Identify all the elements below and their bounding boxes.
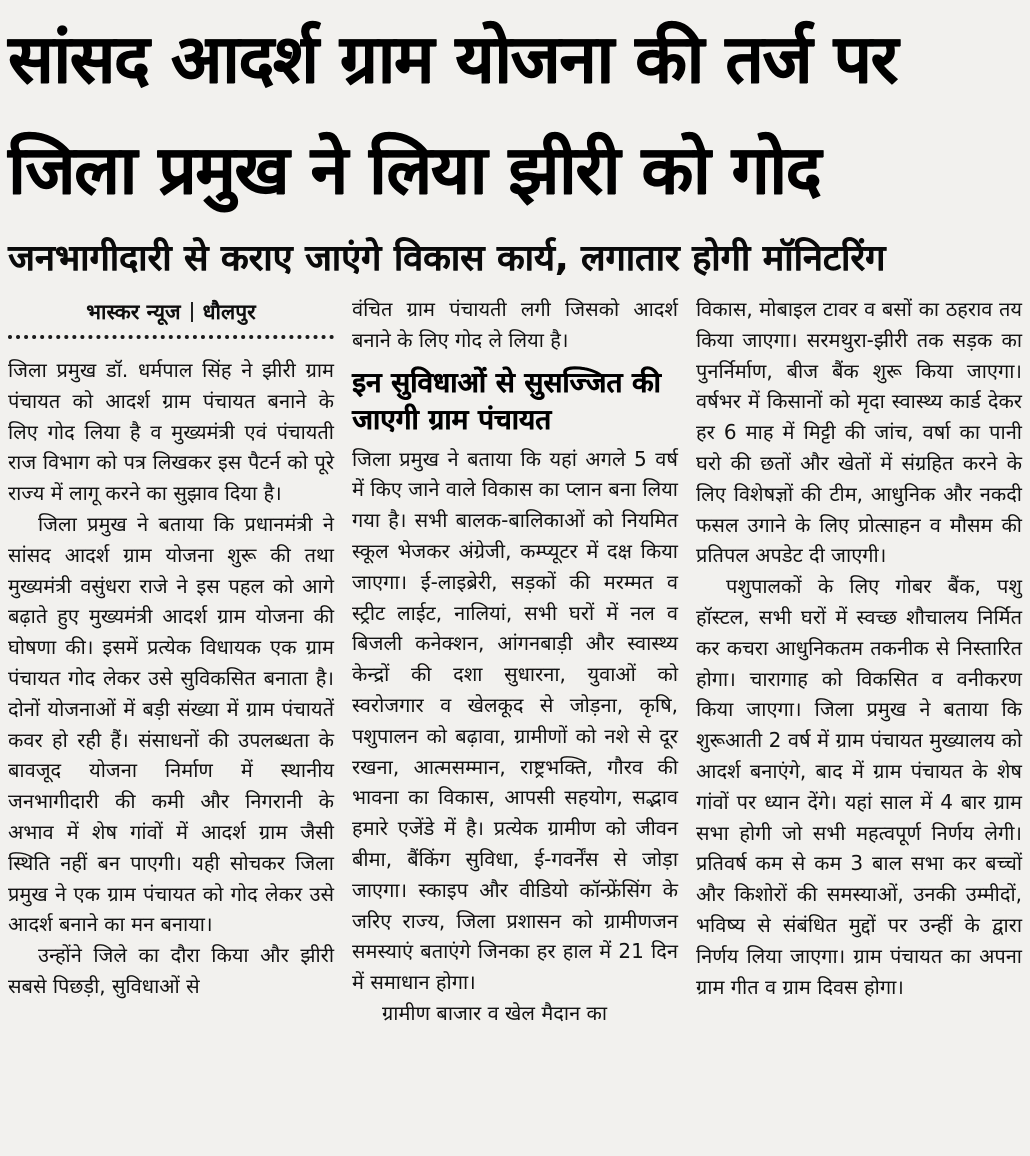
- paragraph: जिला प्रमुख डॉ. धर्मपाल सिंह ने झीरी ग्राम पंचायत को आदर्श ग्राम पंचायत बनाने के लिए गोद लिया है व मुख्यमंत्री एवं पंचायती राज विभाग को पत्र लिखकर इस पैटर्न को पूरे राज्य में लागू करने का सुझाव दिया है।: [8, 358, 334, 506]
- paragraph: जिला प्रमुख ने बताया कि यहां अगले 5 वर्ष में किए जाने वाले विकास का प्लान बना लिया गया है। सभी बालक-बालिकाओं को नियमित स्कूल भेजकर अंग्रेजी, कम्प्यूटर में दक्ष किया जाएगा। ई-लाइब्रेरी, सड़कों की मरम्मत व स्ट्रीट लाईट, नालियां, सभी घरों में नल व बिजली कनेक्शन, आंगनबाड़ी और स्वास्थ्य केन्द्रों की दशा सुधारना, युवाओं को स्वरोजगार व खेलकूद से जोड़ना, कृषि, पशुपालन को बढ़ावा, ग्रामीणों को नशे से दूर रखना, आत्मसम्मान, राष्ट्रभक्ति, गौरव की भावना का विकास, आपसी सहयोग, सद्भाव हमारे एजेंडे में है। प्रत्येक ग्रामीण को जीवन बीमा, बैंकिंग सुविधा, ई-गवर्नेंस से जोड़ा जाएगा। स्काइप और वीडियो कॉन्फ्रेंसिंग के जरिए राज्य, जिला प्रशासन को ग्रामीणजन समस्याएं बताएंगे जिनका हर हाल में 21 दिन में समाधान होगा।: [352, 446, 678, 995]
- paragraph: उन्होंने जिले का दौरा किया और झीरी सबसे पिछड़ी, सुविधाओं से: [8, 943, 334, 998]
- byline-divider: [8, 335, 334, 339]
- byline-separator: [191, 302, 193, 322]
- column-3: [696, 294, 1022, 1002]
- headline: [8, 4, 1022, 226]
- headline-line-1: सांसद आदर्श ग्राम योजना की तर्ज पर: [8, 20, 897, 98]
- paragraph: विकास, मोबाइल टावर व बसों का ठहराव तय किया जाएगा। सरमथुरा-झीरी तक सड़क का पुनर्निर्माण, बीज बैंक शुरू किया जाएगा। वर्षभर में किसानों को मृदा स्वास्थ्य कार्ड देकर हर 6 माह में मिट्टी की जांच, वर्षा का पानी घरो की छतों और खेतों में संग्रहित करने के लिए विशेषज्ञों की टीम, आधुनिक और नकदी फसल उगाने के लिए प्रोत्साहन व मौसम की प्रतिपल अपडेट दी जाएगी।: [696, 297, 1022, 568]
- article-body: [8, 294, 1022, 1029]
- lead-paragraph: वंचित ग्राम पंचायती लगी जिसको आदर्श बनाने के लिए गोद ले लिया है।: [352, 297, 678, 352]
- paragraph: पशुपालकों के लिए गोबर बैंक, पशु हॉस्टल, सभी घरों में स्वच्छ शौचालय निर्मित कर कचरा आधुनिकतम तकनीक से निस्तारित होगा। चारागाह को विकसित व वनीकरण किया जाएगा। जिला प्रमुख ने बताया कि शुरूआती 2 वर्ष में ग्राम पंचायत मुख्यालय को आदर्श बनाएंगे, बाद में ग्राम पंचायत के शेष गांवों पर ध्यान देंगे। यहां साल में 4 बार ग्राम सभा होगी जो सभी महत्वपूर्ण निर्णय लेगी। प्रतिवर्ष कम से कम 3 बाल सभा कर बच्चों और किशोरों की समस्याओं, उनकी उम्मीदों, भविष्य से संबंधित मुद्दों पर उन्हीं के द्वारा निर्णय लिया जाएगा। ग्राम पंचायत का अपना ग्राम गीत व ग्राम दिवस होगा।: [696, 574, 1022, 999]
- headline-line-2: जिला प्रमुख ने लिया झीरी को गोद: [8, 131, 821, 209]
- byline-location: धौलपुर: [202, 300, 256, 324]
- subheadline: जनभागीदारी से कराए जाएंगे विकास कार्य, लगातार होगी मॉनिटरिंग: [8, 238, 886, 279]
- byline: [8, 294, 334, 328]
- column-2: [352, 294, 678, 1029]
- byline-source: भास्कर न्यूज: [86, 300, 181, 324]
- column-1: [8, 294, 334, 1002]
- paragraph: जिला प्रमुख ने बताया कि प्रधानमंत्री ने सांसद आदर्श ग्राम योजना शुरू की तथा मुख्यमंत्री वसुंधरा राजे ने इस पहल को आगे बढ़ाते हुए मुख्यमंत्री आदर्श ग्राम योजना की घोषणा की। इसमें प्रत्येक विधायक एक ग्राम पंचायत गोद लेकर उसे सुविकसित बनाता है। दोनों योजनाओं में बड़ी संख्या में ग्राम पंचायतें कवर हो रही हैं। संसाधनों की उपलब्धता के बावजूद योजना निर्माण में स्थानीय जनभागीदारी की कमी और निगरानी के अभाव में शेष गांवों में आदर्श ग्राम जैसी स्थिति नहीं बन पाएगी। यही सोचकर जिला प्रमुख ने एक ग्राम पंचायत को गोद लेकर उसे आदर्श बनाने का मन बनाया।: [8, 511, 334, 937]
- paragraph: ग्रामीण बाजार व खेल मैदान का: [382, 1000, 608, 1025]
- section-subheading: इन सुविधाओं से सुसज्जित की जाएगी ग्राम पंचायत: [352, 365, 661, 436]
